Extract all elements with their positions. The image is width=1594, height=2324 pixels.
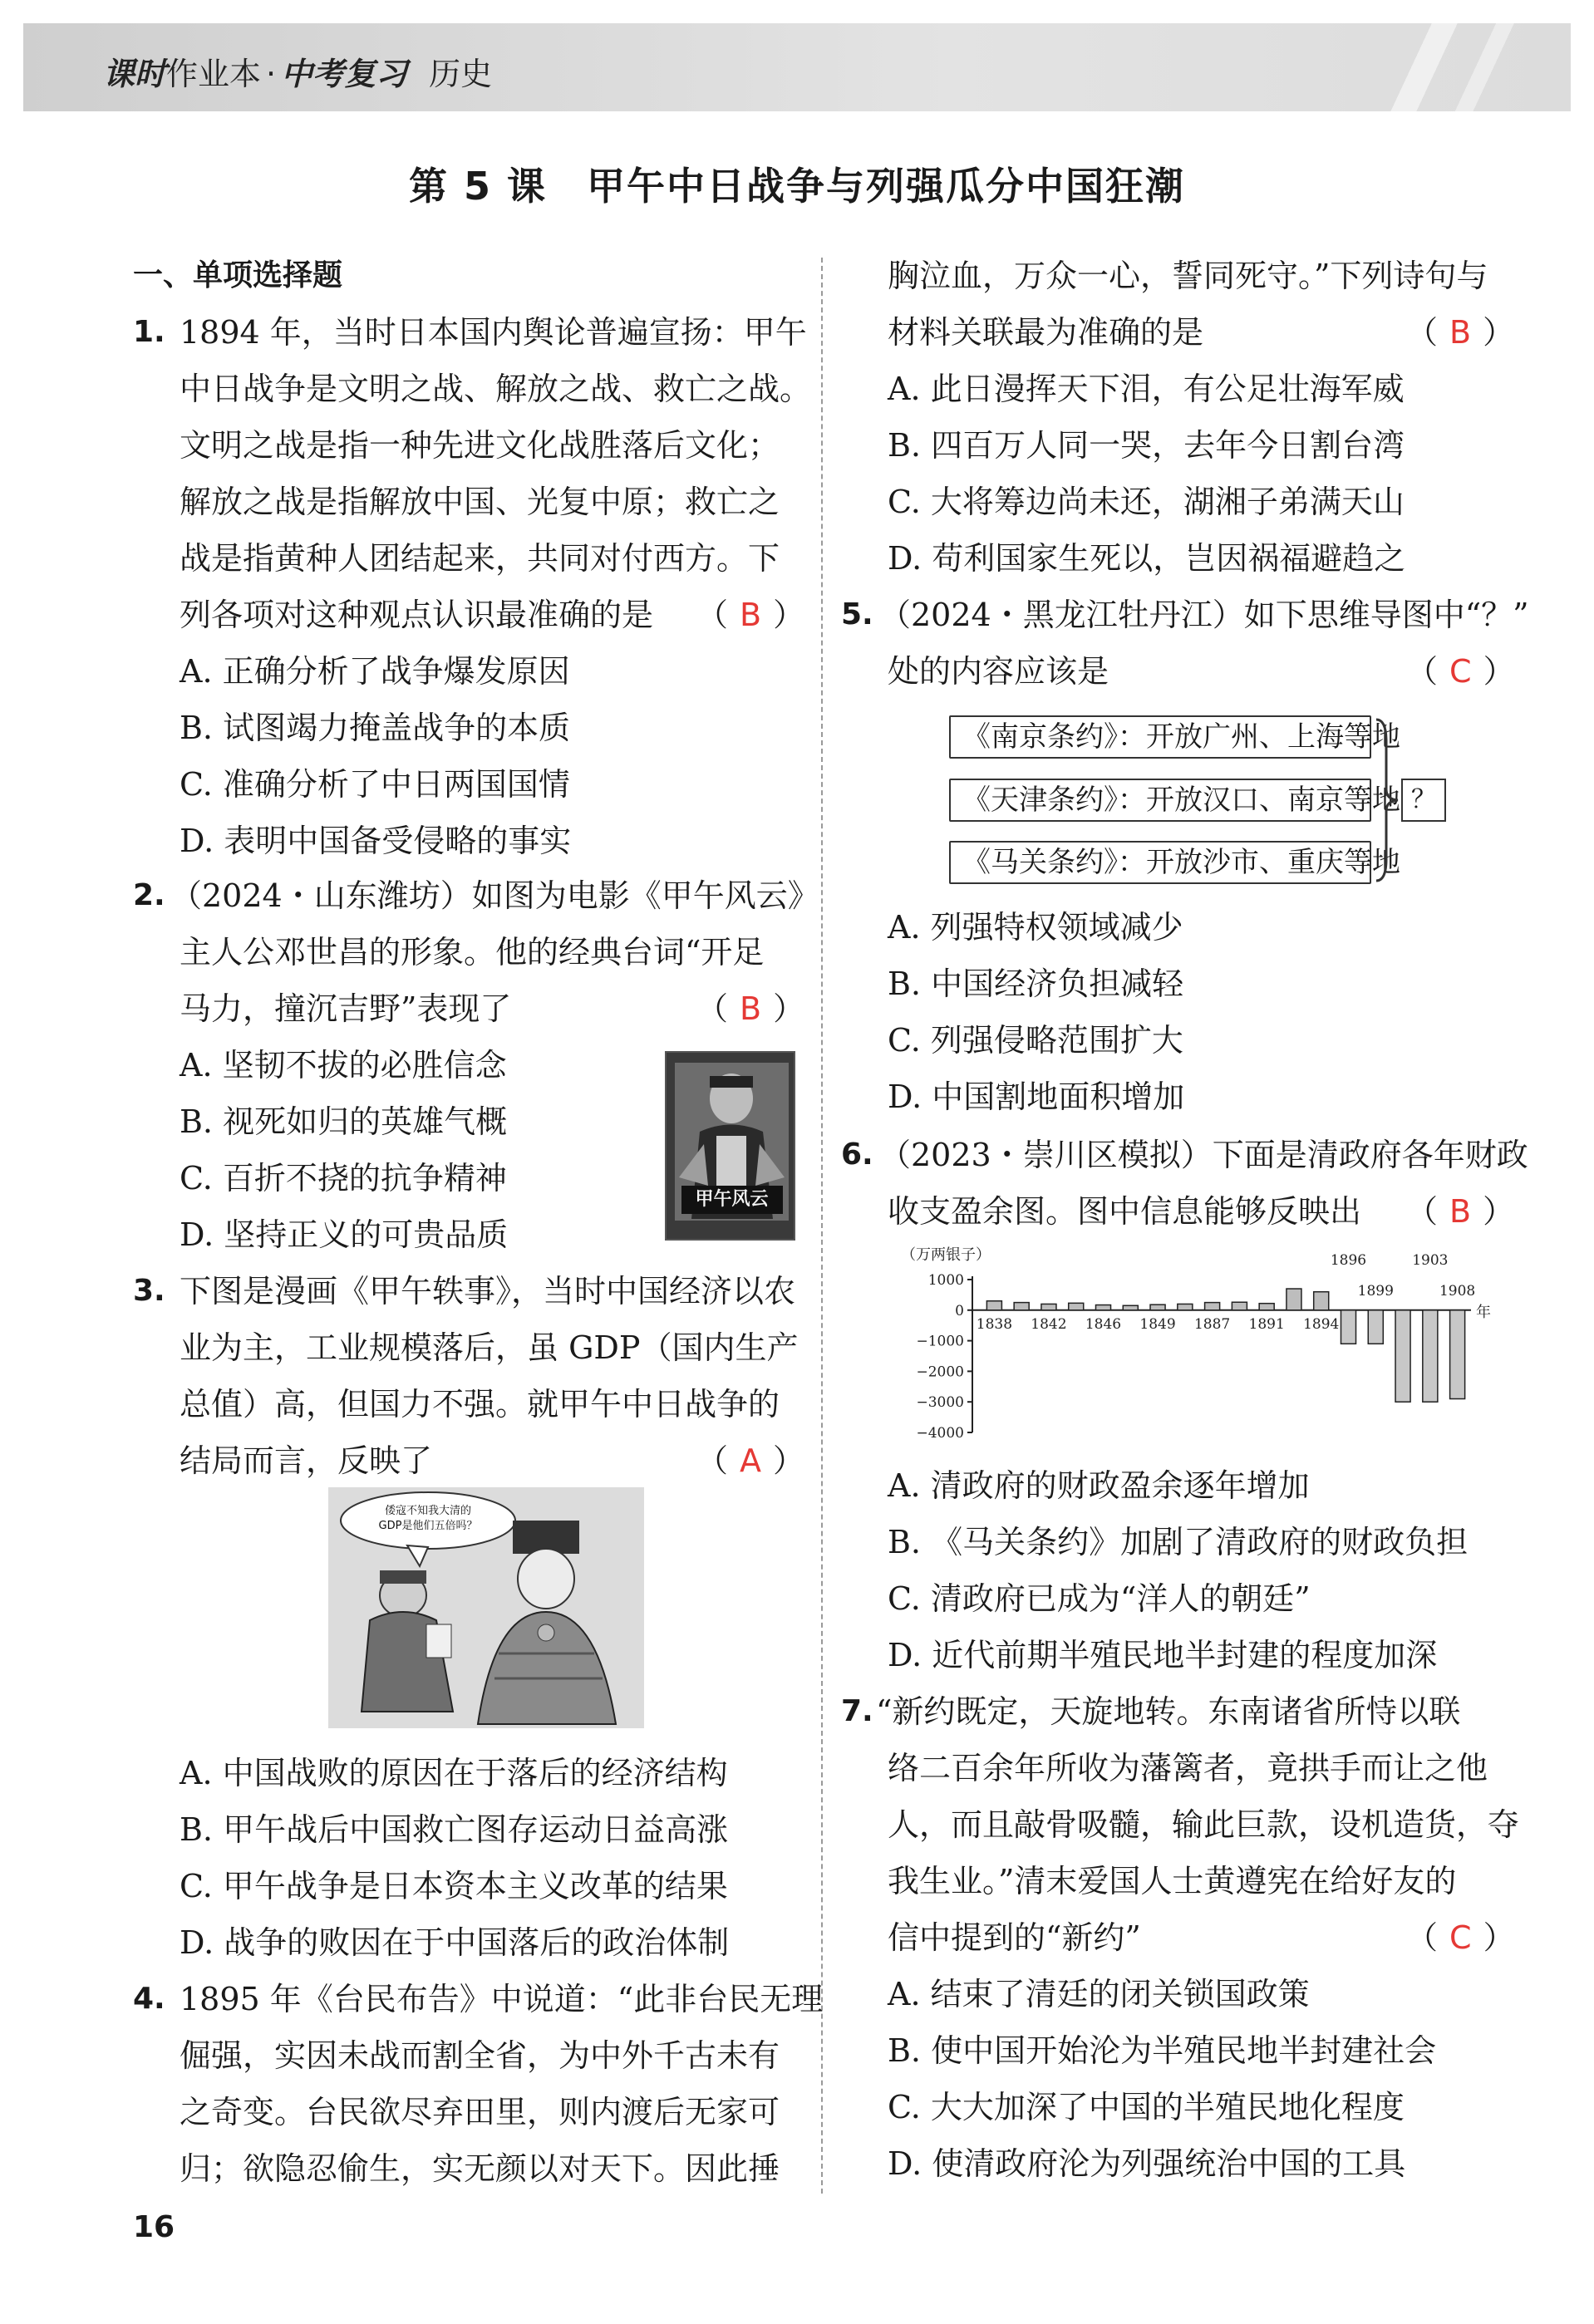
chart-bar	[1069, 1303, 1084, 1309]
answer-letter: B	[740, 597, 762, 633]
y-tick-label: 0	[955, 1302, 964, 1319]
chart-bar	[1232, 1302, 1247, 1310]
y-tick-label: −4000	[916, 1425, 964, 1442]
question-text: 人，而且敲骨吸髓，输此巨款，设机造货，夺	[888, 1806, 1520, 1843]
y-tick-label: −1000	[916, 1333, 964, 1350]
y-tick-label: −2000	[916, 1363, 964, 1381]
question-text: （2024・黑龙江牡丹江）如下思维导图中“？”	[879, 597, 1529, 633]
answer-bracket: （ B ）	[1406, 1193, 1515, 1230]
chart-bar	[986, 1301, 1001, 1310]
mind-map-node: 《南京条约》：开放广州、上海等地	[949, 715, 1371, 759]
question-text: 信中提到的“新约”	[888, 1919, 1141, 1956]
question-text: 解放之战是指解放中国、光复中原；救亡之	[180, 484, 780, 520]
answer-bracket: （ A ）	[696, 1442, 805, 1479]
chart-bar	[1368, 1310, 1383, 1344]
option: D. 使清政府沦为列强统治中国的工具	[888, 2145, 1406, 2182]
chart-bar	[1423, 1310, 1438, 1402]
option: A. 结束了清廷的闭关锁国政策	[888, 1976, 1310, 2012]
mind-map-brace	[1373, 716, 1403, 884]
answer-letter: B	[740, 990, 762, 1027]
question-text: 倔强，实因未战而割全省，为中外千古未有	[180, 2037, 780, 2074]
question-text: 1894 年，当时日本国内舆论普遍宣扬：甲午	[180, 314, 807, 351]
year-annotation: 1894	[1303, 1315, 1340, 1333]
question-number: 3.	[133, 1274, 165, 1308]
option: B. 使中国开始沦为半殖民地半封建社会	[888, 2032, 1437, 2069]
chart-bar	[1259, 1304, 1274, 1310]
year-annotation: 1908	[1439, 1282, 1476, 1300]
option: C. 列强侵略范围扩大	[888, 1022, 1183, 1059]
question-text: 马力，撞沉吉野”表现了	[180, 990, 512, 1027]
y-tick-label: −3000	[916, 1394, 964, 1412]
question-text: 列各项对这种观点认识最准确的是	[180, 597, 654, 633]
question-text: （2023・崇川区模拟）下面是清政府各年财政	[879, 1137, 1528, 1173]
chart-bar	[1014, 1303, 1029, 1310]
answer-letter: C	[1449, 1919, 1472, 1956]
question-text: （2024・山东潍坊）如图为电影《甲午风云》	[170, 877, 819, 914]
question-text: 下图是漫画《甲午轶事》，当时中国经济以农	[180, 1273, 796, 1309]
option: D. 近代前期半殖民地半封建的程度加深	[888, 1637, 1438, 1673]
question-text: 1895 年《台民布告》中说道：“此非台民无理	[180, 1981, 824, 2017]
question-number: 4.	[133, 1982, 165, 2016]
option: D. 坚持正义的可贵品质	[180, 1216, 509, 1253]
year-annotation: 1899	[1357, 1282, 1394, 1300]
chart-bar	[1205, 1303, 1220, 1310]
question-text: 我生业。”清末爱国人士黄遵宪在给好友的	[888, 1863, 1457, 1899]
answer-bracket: （ B ）	[696, 990, 805, 1027]
option: B. 《马关条约》加剧了清政府的财政负担	[888, 1524, 1469, 1560]
chart-bar	[1178, 1304, 1193, 1309]
question-number: 1.	[133, 315, 165, 349]
question-text: 主人公邓世昌的形象。他的经典台词“开足	[180, 934, 765, 970]
question-number: 2.	[133, 878, 165, 912]
y-tick-label: 1000	[927, 1272, 964, 1289]
option: C. 甲午战争是日本资本主义改革的结果	[180, 1868, 728, 1904]
y-axis-label: （万两银子）	[901, 1246, 991, 1264]
option: C. 大将筹边尚未还，湖湘子弟满天山	[888, 484, 1405, 520]
option: B. 四百万人同一哭，去年今日割台湾	[888, 427, 1405, 464]
x-tick-label: 1891	[1248, 1315, 1285, 1333]
poster-title: 甲午风云	[695, 1189, 769, 1210]
poster-illustration	[667, 1053, 795, 1241]
chart-bar	[1450, 1310, 1465, 1399]
option: A. 此日漫挥天下泪，有公足壮海军威	[888, 371, 1405, 407]
chart-bar	[1314, 1292, 1329, 1310]
option: C. 大大加深了中国的半殖民地化程度	[888, 2089, 1405, 2125]
lesson-title: 第 5 课 甲午中日战争与列强瓜分中国狂潮	[408, 164, 1186, 209]
year-annotation: 1903	[1412, 1252, 1449, 1269]
option: D. 战争的败因在于中国落后的政治体制	[180, 1924, 730, 1961]
speech-bubble-text: 倭寇不知我大清的 GDP是他们五倍吗？	[378, 1505, 478, 1532]
option: C. 清政府已成为“洋人的朝廷”	[888, 1580, 1311, 1617]
question-text: 结局而言，反映了	[180, 1442, 433, 1479]
question-text: “新约既定，天旋地转。东南诸省所恃以联	[876, 1693, 1461, 1730]
x-tick-label: 1846	[1085, 1315, 1122, 1333]
chart-bar	[1150, 1304, 1165, 1310]
chart-bar	[1287, 1289, 1301, 1310]
finance-bar-chart	[898, 1246, 1496, 1446]
option: D. 表明中国备受侵略的事实	[180, 823, 572, 859]
option: B. 甲午战后中国救亡图存运动日益高涨	[180, 1811, 729, 1848]
header-band	[23, 23, 1571, 111]
answer-bracket: （ C ）	[1406, 1919, 1515, 1956]
x-tick-label: 1842	[1031, 1315, 1067, 1333]
movie-poster-image	[665, 1051, 795, 1241]
chart-bar	[1123, 1305, 1138, 1310]
mind-map-node: 《天津条约》：开放汉口、南京等地	[949, 779, 1371, 822]
option: A. 列强特权领域减少	[888, 909, 1183, 946]
question-number: 5.	[841, 597, 873, 631]
section-heading: 一、单项选择题	[133, 258, 343, 292]
question-text: 之奇变。台民欲尽弃田里，则内渡后无家可	[180, 2094, 780, 2130]
option: D. 苟利国家生死以，岂因祸福避趋之	[888, 540, 1406, 577]
mind-map-question-box: ？	[1401, 779, 1446, 822]
mind-map-node: 《马关条约》：开放沙市、重庆等地	[949, 841, 1371, 884]
option: C. 百折不挠的抗争精神	[180, 1160, 507, 1196]
x-tick-label: 1838	[976, 1315, 1013, 1333]
question-text: 战是指黄种人团结起来，共同对付西方。下	[180, 540, 780, 577]
question-text: 胸泣血，万众一心，誓同死守。”下列诗句与	[888, 258, 1488, 294]
answer-bracket: （ B ）	[1406, 314, 1515, 351]
option: C. 准确分析了中日两国国情	[180, 766, 570, 803]
question-text: 文明之战是指一种先进文化战胜落后文化；	[180, 427, 780, 464]
option: B. 试图竭力掩盖战争的本质	[180, 710, 571, 746]
chart-bar	[1341, 1310, 1355, 1344]
option: A. 正确分析了战争爆发原因	[180, 653, 570, 690]
x-tick-label: 1887	[1193, 1315, 1231, 1333]
question-text: 收支盈余图。图中信息能够反映出	[888, 1193, 1362, 1230]
question-text: 中日战争是文明之战、解放之战、救亡之战。	[180, 371, 812, 407]
header-title: 课时作业本 · 中考复习 历史	[103, 56, 493, 92]
option: B. 视死如归的英雄气概	[180, 1103, 508, 1140]
option: A. 中国战败的原因在于落后的经济结构	[180, 1755, 728, 1791]
question-number: 6.	[841, 1137, 873, 1172]
answer-bracket: （ C ）	[1406, 653, 1515, 690]
year-annotation: 1896	[1330, 1252, 1367, 1269]
question-text: 总值）高，但国力不强。就甲午中日战争的	[180, 1386, 780, 1422]
chart-bar	[1041, 1304, 1056, 1309]
page-number: 16	[133, 2210, 175, 2244]
question-text: 处的内容应该是	[888, 653, 1109, 690]
option: D. 中国割地面积增加	[888, 1078, 1185, 1115]
chart-bar	[1095, 1305, 1110, 1310]
answer-letter: B	[1449, 1193, 1472, 1230]
header-decoration	[1355, 23, 1571, 111]
answer-letter: C	[1449, 653, 1472, 690]
answer-letter: B	[1449, 314, 1472, 351]
option: B. 中国经济负担减轻	[888, 965, 1184, 1002]
answer-letter: A	[740, 1442, 762, 1479]
question-text: 络二百余年所收为藩篱者，竟拱手而让之他	[888, 1750, 1488, 1786]
column-divider	[821, 258, 823, 2194]
question-number: 7.	[841, 1694, 873, 1728]
option: A. 坚韧不拔的必胜信念	[180, 1047, 507, 1083]
cartoon-image	[328, 1487, 644, 1728]
x-axis-label: 年	[1476, 1303, 1491, 1321]
answer-bracket: （ B ）	[696, 597, 805, 633]
x-tick-label: 1849	[1139, 1315, 1176, 1333]
question-text: 材料关联最为准确的是	[888, 314, 1204, 351]
question-text: 业为主，工业规模落后，虽 GDP（国内生产	[180, 1329, 799, 1366]
question-text: 归；欲隐忍偷生，实无颜以对天下。因此捶	[180, 2150, 780, 2187]
option: A. 清政府的财政盈余逐年增加	[888, 1467, 1310, 1504]
chart-bar	[1395, 1310, 1410, 1402]
